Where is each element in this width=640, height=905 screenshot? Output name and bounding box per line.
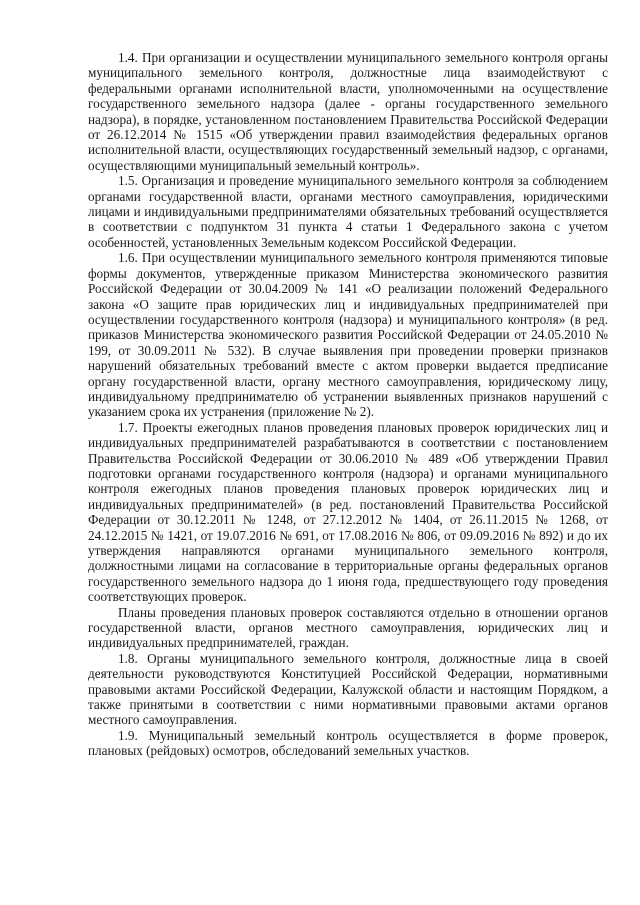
- paragraph-1-8: 1.8. Органы муниципального земельного контроля, должностные лица в своей деятельности руководствуются Конституцией Российской Федерации, нормативными правовыми актами Российской Федерации, Калужской области и настоящим Порядком, а также принятыми в соответствии с ними нормативными правовыми актами органов местного самоуправления.: [88, 650, 608, 728]
- paragraph-1-7: 1.7. Проекты ежегодных планов проведения плановых проверок юридических лиц и индивидуальных предпринимателей разрабатываются в соответствии с постановлением Правительства Российской Федерации от 30.06.2010 № 489 «Об утверждении Правил подготовки органами государственного контроля (надзора) и органами муниципального контроля ежегодных планов проведения плановых проверок юридических лиц и индивидуальных предпринимателей» (в ред. постановлений Правительства Российской Федерации от 30.12.2011 № 1248, от 27.12.2012 № 1404, от 26.11.2015 № 1268, от 24.12.2015 № 1421, от 19.07.2016 № 691, от 17.08.2016 № 806, от 09.09.2016 № 892) и до их утверждения направляются органами муниципального земельного контроля, должностными лицами на согласование в территориальные органы федеральных органов государственного земельного надзора до 1 июня года, предшествующего году проведения соответствующих проверок.: [88, 419, 608, 605]
- paragraph-plans: Планы проведения плановых проверок составляются отдельно в отношении органов государственной власти, органов местного самоуправления, юридических лиц и индивидуальных предпринимателей, граждан.: [88, 604, 608, 651]
- paragraph-1-9: 1.9. Муниципальный земельный контроль осуществляется в форме проверок, плановых (рейдовых) осмотров, обследований земельных участков.: [88, 727, 608, 759]
- paragraph-1-5: 1.5. Организация и проведение муниципального земельного контроля за соблюдением органами государственной власти, органами местного самоуправления, юридическими лицами и индивидуальными предпринимателями обязательных требований осуществляется в соответствии с подпунктом 31 пункта 4 статьи 1 Федерального закона с учетом особенностей, установленных Земельным кодексом Российской Федерации.: [88, 173, 608, 250]
- paragraph-1-4: 1.4. При организации и осуществлении муниципального земельного контроля органы муниципального земельного контроля, должностные лица взаимодействуют с федеральными органами исполнительной власти, уполномоченными на осуществление государственного земельного надзора (далее - органы государственного земельного надзора), в порядке, установленном постановлением Правительства Российской Федерации от 26.12.2014 № 1515 «Об утверждении правил взаимодействия федеральных органов исполнительной власти, осуществляющих государственный земельный надзор, с органами, осуществляющими муниципальный земельный контроль».: [88, 50, 608, 173]
- paragraph-1-6: 1.6. При осуществлении муниципального земельного контроля применяются типовые формы документов, утвержденные приказом Министерства экономического развития Российской Федерации от 30.04.2009 № 141 «О реализации положений Федерального закона «О защите прав юридических лиц и индивидуальных предпринимателей при осуществлении государственного контроля (надзора) и муниципального контроля» (в ред. приказов Министерства экономического развития Российской Федерации от 24.05.2010 № 199, от 30.09.2011 № 532). В случае выявления при проведении проверки признаков нарушений обязательных требований вместе с актом проверки выдается предписание органу государственной власти, органу местного самоуправления, юридическому лицу, индивидуальному предпринимателю об устранении выявленных признаков нарушений с указанием срока их устранения (приложение № 2).: [88, 250, 608, 420]
- document-page: [88, 50, 608, 759]
